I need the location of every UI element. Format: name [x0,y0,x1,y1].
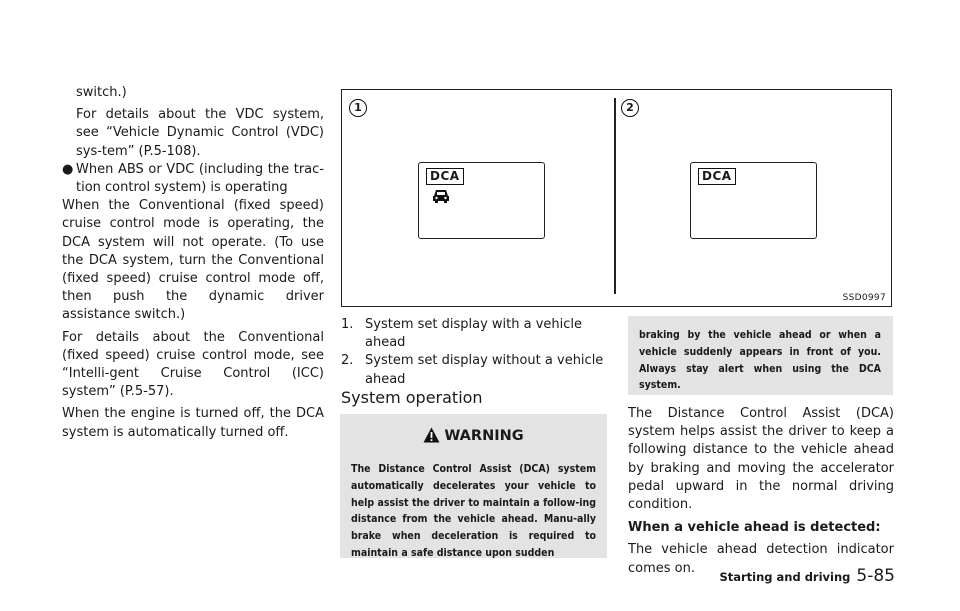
figure-captions [341,316,605,389]
warning-header [340,427,607,444]
circled-number-1-icon: 1 [349,99,367,117]
warning-continuation [628,316,893,395]
dca-badge: DCA [426,168,464,185]
warning-body [351,461,596,562]
bullet-icon: ● [62,161,74,177]
display-figure [341,89,892,307]
car-icon [432,189,450,204]
figure-code: SSD0997 [842,293,886,303]
caption-item [341,352,605,388]
paragraph: When the engine is turned off, the DCA system is automatically turned off. [62,406,324,440]
page-footer [0,566,895,586]
circled-number-2-icon: 2 [621,99,639,117]
caption-number: 2. [341,353,354,369]
bullet-item [62,161,324,197]
paragraph: For details about the Conventional (fixed speed) cruise control mode, see “Intelli-gent Cruise Control (ICC) system” (P.5-57). [62,329,324,400]
paragraph: The vehicle ahead detection indicator comes on. [628,542,894,576]
warning-triangle-icon [423,427,440,443]
footer-section-title: Starting and driving [719,570,851,584]
display-screen-with-vehicle [418,162,545,239]
caption-item [341,316,605,352]
bullet-text: When ABS or VDC (including the trac-tion control system) is operating [76,161,324,196]
right-column [628,405,894,578]
caption-number: 1. [341,317,354,332]
subheading: When a vehicle ahead is detected: [628,520,881,536]
paragraph: The Distance Control Assist (DCA) system helps assist the driver to keep a following distance to the vehicle ahead by braking and moving the accelerator pedal upward in the normal driving condition. [628,406,894,513]
dca-badge: DCA [698,168,736,185]
warning-box [340,414,607,558]
paragraph: For details about the VDC system, see “Vehicle Dynamic Control (VDC) sys-tem” (P.5-108). [76,107,324,159]
display-screen-without-vehicle [690,162,817,239]
figure-divider [614,98,616,294]
warning-text: braking by the vehicle ahead or when a vehicle suddenly appears in front of you. Always stay alert when using the DCA system. [639,329,881,392]
section-title: System operation [341,388,483,407]
warning-text: The Distance Control Assist (DCA) system automatically decelerates your vehicle to help assist the driver to maintain a follow-ing distance from the vehicle ahead. Manu-ally brake when deceleration is required to maintain a safe distance upon sudden [351,463,596,559]
warning-title: WARNING [444,428,524,444]
left-column [62,84,324,442]
caption-text: System set display with a vehicle ahead [365,317,583,351]
caption-text: System set display without a vehicle ahead [365,353,604,387]
page-number: 5-85 [856,566,895,586]
paragraph: When the Conventional (fixed speed) cruise control mode is operating, the DCA system will not operate. (To use the DCA system, turn the Conventional (fixed speed) cruise control mode off, then push the dynamic driver assistance switch.) [62,198,324,323]
paragraph: switch.) [76,85,127,100]
